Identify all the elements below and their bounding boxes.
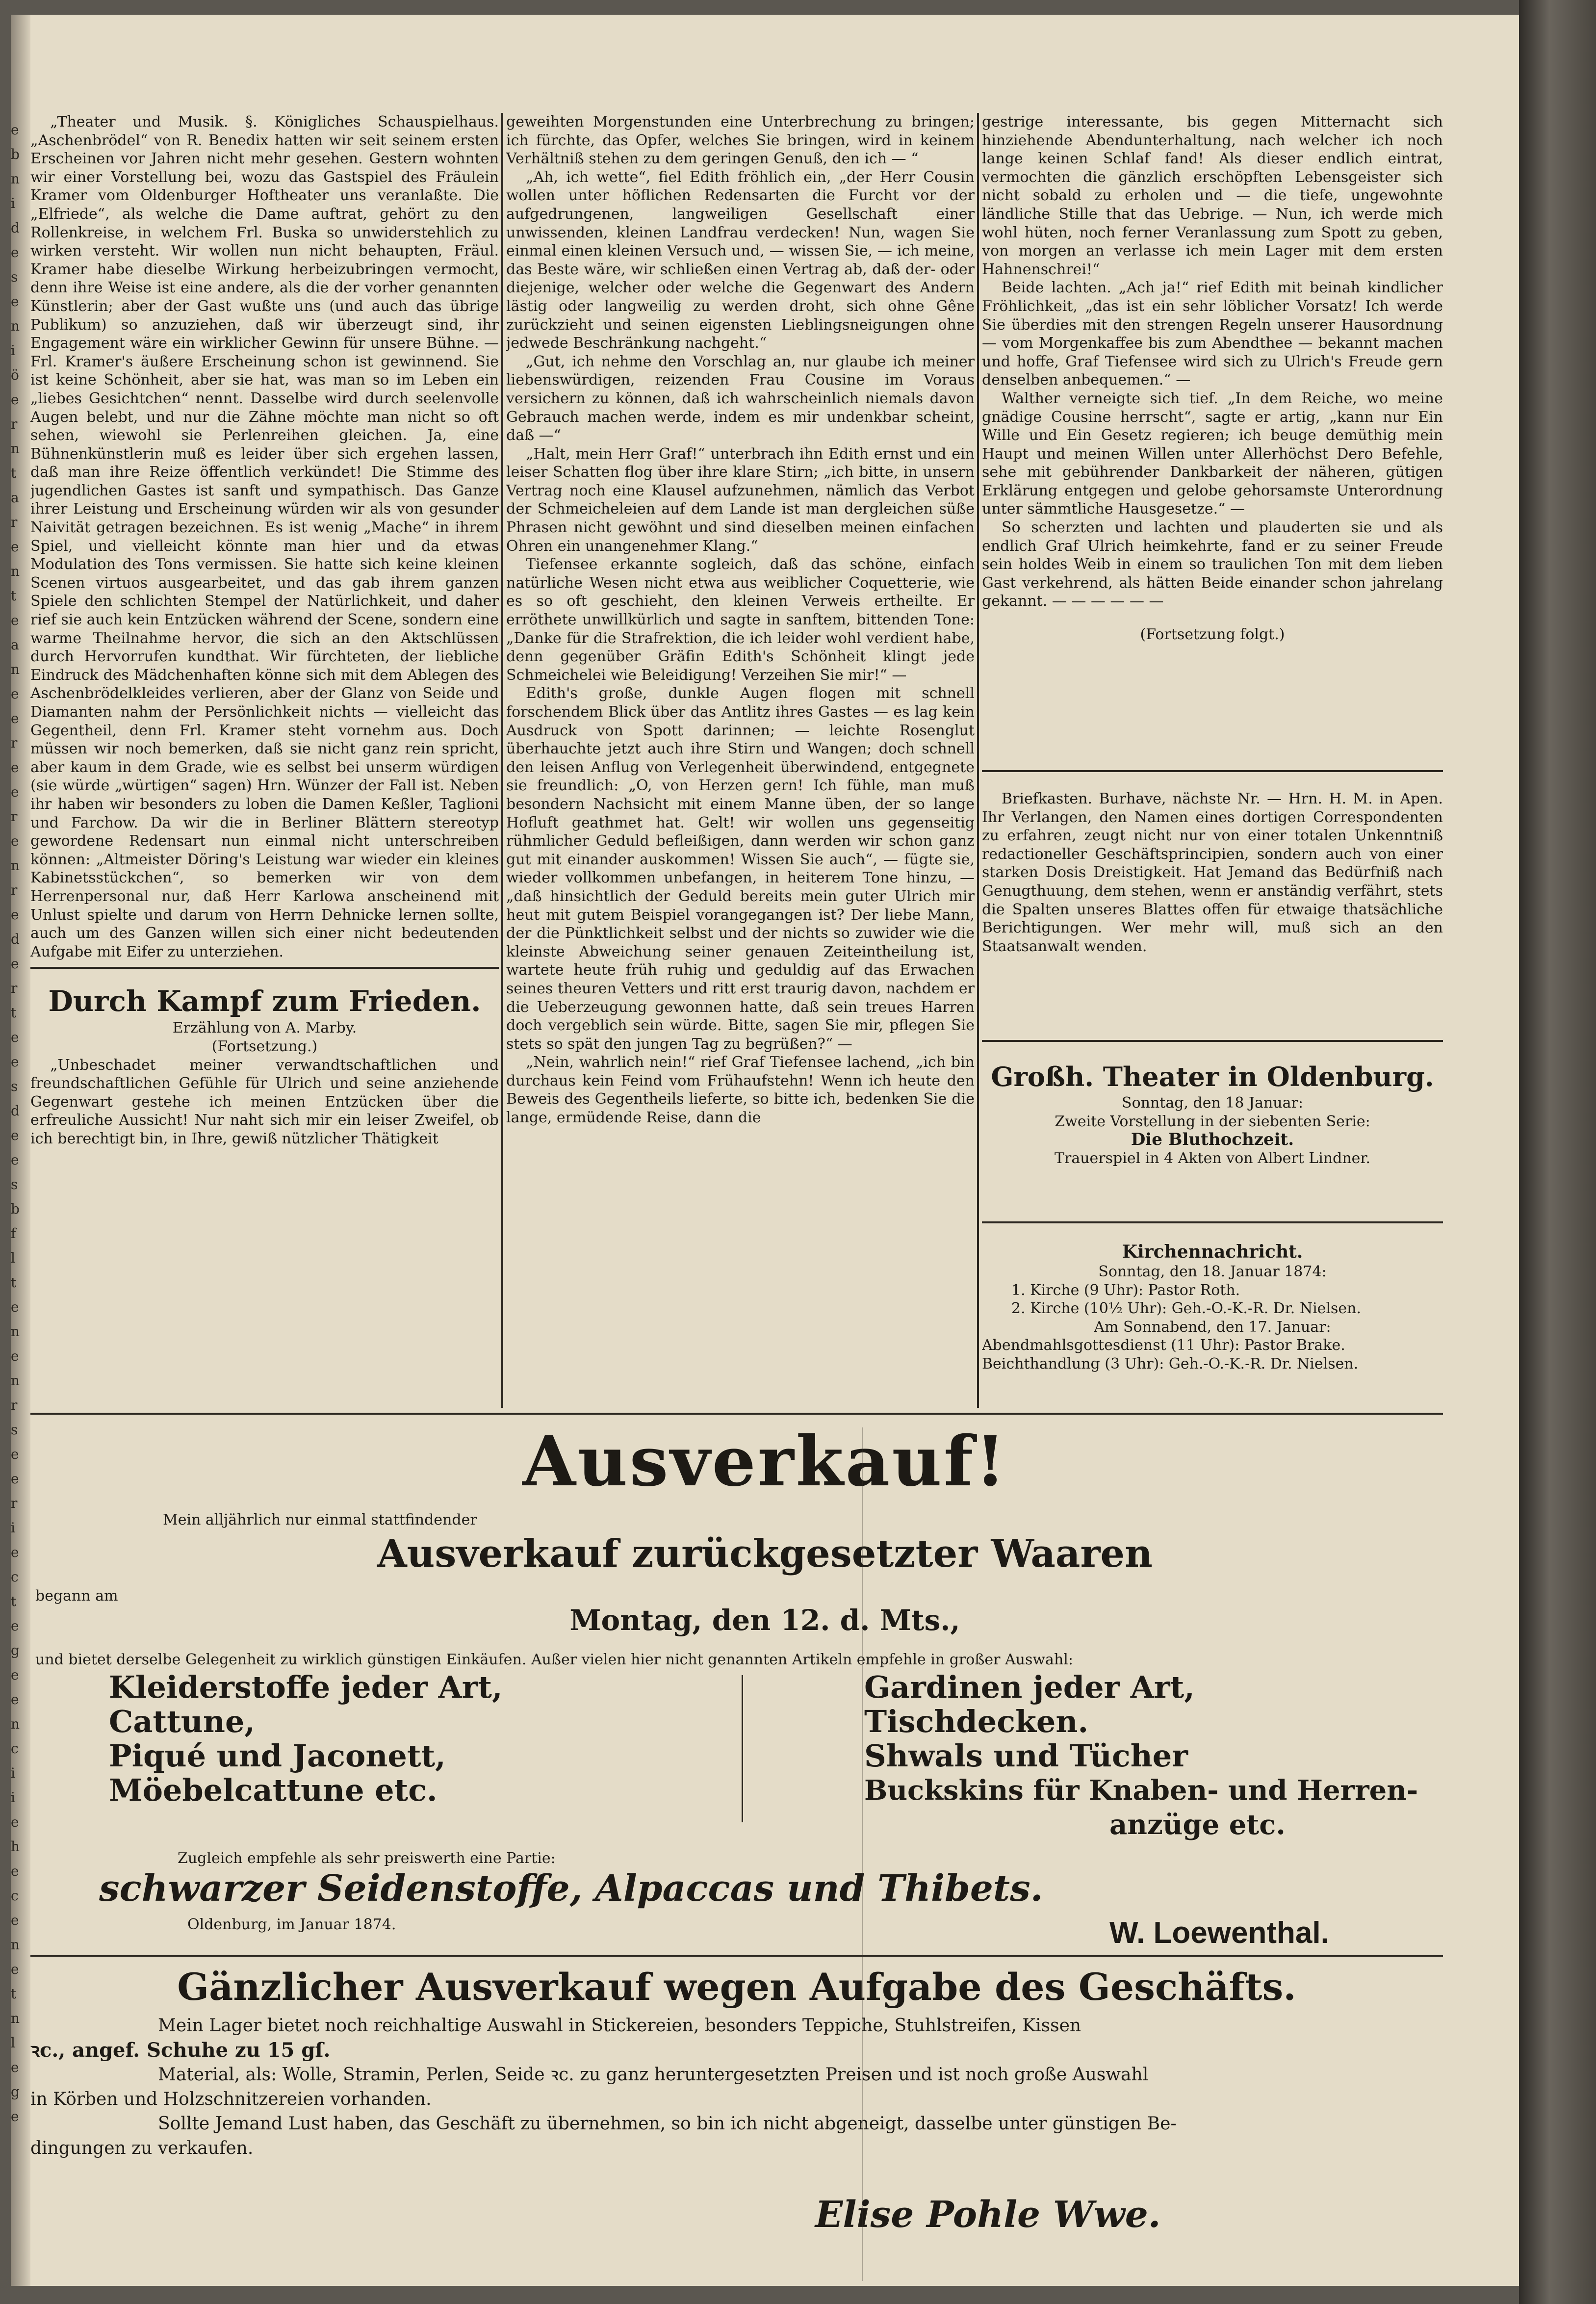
previous-column-letter: e <box>11 1446 19 1462</box>
previous-column-letter: e <box>11 391 19 408</box>
previous-column-letter: e <box>11 1912 19 1928</box>
ad-item: Gardinen jeder Art, <box>864 1669 1195 1705</box>
previous-column-letter: n <box>11 318 20 334</box>
church-notice <box>982 1241 1443 1427</box>
section-rule <box>982 1040 1443 1042</box>
story-paragraph: Edith's große, dunkle Augen flogen mit schnell forschendem Blick über das Antlitz ihres Gastes — es lag kein Ausdruck von Spott darinnen; — leichte Rosenglut überhauchte jetzt auch ihre Stirn und Wangen; doch schnell den leisen Anflug von Verlegenheit überwindend, entgegnete sie freundlich: „O, von Herzen gern! Ich fühle, man muß besondern Nachsicht mit einem Manne üben, der so lange Hofluft geathmet hat. Gelt! wir wollen uns gegenseitig rühmlicher Geduld befleißigen, dann werden wir schon ganz gut mit einander auskommen! Wissen Sie auch“, — fügte sie, wieder vollkommen unbefangen, in heiterem Tone hinzu, — „daß hinsichtlich der Geduld bereits mein guter Ulrich mir heut mit gutem Beispiel vorangegangen ist? Der liebe Mann, der die Pünktlichkeit selbst und der nichts so zuwider wie die kleinste Abweichung seiner genauen Zeiteintheilung ist, wartete heute früh ruhig und geduldig auf das Erwachen seines theuren Vetters und ritt erst traurig davon, nachdem er die Ueberzeugung gewonnen hatte, daß sein treues Harren doch vergeblich sein würde. Bitte, sagen Sie mir, pflegen Sie stets so spät den jungen Tag zu begrüßen?“ — <box>506 685 975 1053</box>
ad-item: Piqué und Jaconett, <box>109 1738 446 1774</box>
previous-column-letter: c <box>11 1888 19 1904</box>
column-rule <box>501 113 503 1408</box>
story-paragraph: „Gut, ich nehme den Vorschlag an, nur glaube ich meiner liebenswürdigen, reizenden Frau Cousine im Voraus versichern zu können, daß ich wahrscheinlich niemals davon Gebrauch machen werde, indem es mir undenkbar scheint, daß —“ <box>506 353 975 444</box>
previous-column-letter: e <box>11 1348 19 1364</box>
previous-column-letter: h <box>11 1838 20 1855</box>
previous-column-letter: g <box>11 1642 20 1658</box>
previous-page-column-edge <box>11 118 22 2129</box>
previous-column-letter: e <box>11 759 19 776</box>
ad-left-items <box>109 1670 737 1808</box>
previous-column-letter: i <box>11 342 15 359</box>
previous-column-letter: e <box>11 1691 19 1708</box>
story-paragraph: Tiefensee erkannte sogleich, daß das schöne, einfach natürliche Wesen nicht etwa aus weiblicher Coquetterie, wie es so oft geschieht, den kleinen Verweis ertheilte. Er erröthete unwillkürlich und sagte in sanftem, bittenden Tone: „Danke für die Strafrektion, die ich leider wohl verdient habe, denn gegenüber Gräfin Edith's Schönheit klingt jede Schmeichelei wie Beleidigung! Verzeihen Sie mir!“ — <box>506 556 975 684</box>
church-notice-title: Kirchennachricht. <box>1122 1242 1303 1262</box>
theater-notice-series: Zweite Vorstellung in der siebenten Serie: <box>1055 1113 1370 1130</box>
previous-column-letter: e <box>11 1618 19 1634</box>
ad-item: Kleiderstoffe jeder Art, <box>109 1669 503 1705</box>
column-3 <box>982 113 1443 765</box>
previous-column-letter: ö <box>11 367 19 383</box>
ad2-line: dingungen zu verkaufen. <box>30 2138 254 2158</box>
previous-column-letter: e <box>11 244 19 260</box>
previous-column-letter: f <box>11 1225 16 1242</box>
section-rule <box>30 964 499 969</box>
ad-intro: Mein alljährlich nur einmal stattfindender <box>163 1511 477 1528</box>
previous-column-letter: e <box>11 1667 19 1683</box>
previous-column-letter: n <box>11 857 20 874</box>
ad-headline: Ausverkauf! <box>522 1422 1007 1502</box>
ad2-line: Sollte Jemand Lust haben, das Geschäft zu übernehmen, so bin ich nicht abgeneigt, dasselbe unter günstigen Be- <box>158 2114 1177 2134</box>
ad-place: Oldenburg, im Januar 1874. <box>187 1916 396 1933</box>
story-paragraph: gestrige interessante, bis gegen Mitternacht sich hinziehende Abendunterhaltung, nach welcher ich noch lange keinen Schlaf fand! Als dieser endlich eintrat, vermochten die gänzlich erschöpften Lebensgeister sich nicht sobald zu erholen und — die tiefe, ungewohnte ländliche Stille that das Uebrige. — Nun, ich werde mich wohl hüten, noch ferner Veranlassung zum Spott zu geben, von morgen an verlasse ich mein Lager mit dem ersten Hahnenschrei!“ <box>982 113 1443 278</box>
church-notice-line: Abendmahlsgottesdienst (11 Uhr): Pastor Brake. <box>982 1337 1345 1354</box>
previous-column-letter: l <box>11 1250 15 1266</box>
previous-column-letter: n <box>11 440 20 457</box>
previous-column-letter: e <box>11 833 19 849</box>
previous-column-letter: e <box>11 784 19 800</box>
previous-column-letter: d <box>11 931 20 947</box>
ad-item: Buckskins für Knaben- und Herren- <box>864 1774 1418 1807</box>
previous-column-letter: s <box>11 1078 18 1094</box>
column-rule <box>977 113 979 1408</box>
previous-column-letter: t <box>11 1986 17 2002</box>
newspaper-page <box>11 15 1519 2286</box>
section-rule <box>30 1413 1443 1415</box>
previous-column-letter: e <box>11 1544 19 1560</box>
ad-subhead: Ausverkauf zurückgesetzter Waaren <box>377 1531 1153 1576</box>
church-notice-line: 1. Kirche (9 Uhr): Pastor Roth. <box>1011 1281 1240 1299</box>
theater-notice-description: Trauerspiel in 4 Akten von Albert Lindner. <box>1054 1149 1371 1167</box>
ad2-body <box>30 2014 1443 2161</box>
previous-column-letter: e <box>11 612 19 628</box>
previous-column-letter: e <box>11 293 19 310</box>
ad-right-items <box>864 1670 1502 1842</box>
story-paragraph: geweihten Morgenstunden eine Unterbrechung zu bringen; ich fürchte, das Opfer, welches Sie bringen, wird in keinem Verhältniß stehen zu dem geringen Genuß, den ich — “ <box>506 113 975 168</box>
previous-column-letter: l <box>11 2035 15 2051</box>
previous-column-letter: n <box>11 171 20 187</box>
previous-column-letter: i <box>11 1520 15 1536</box>
story-paragraph: „Nein, wahrlich nein!“ rief Graf Tiefensee lachend, „ich bin durchaus kein Feind vom Frühaufstehn! Wenn ich heute den Beweis des Gegentheils lieferte, so bitte ich, bedenken Sie die lange, ermüdende Reise, dann die <box>506 1054 975 1127</box>
previous-column-letter: e <box>11 539 19 555</box>
ad-silk-offer: schwarzer Seidenstoffe, Alpaccas und Thibets. <box>99 1867 1043 1910</box>
previous-column-letter: r <box>11 808 18 825</box>
section-rule <box>982 1221 1443 1223</box>
theater-notice-title: Großh. Theater in Oldenburg. <box>991 1061 1434 1092</box>
previous-column-letter: r <box>11 1397 18 1413</box>
previous-column-letter: t <box>11 1274 17 1291</box>
previous-column-letter: t <box>11 1005 17 1021</box>
ad-offer: und bietet derselbe Gelegenheit zu wirklich günstigen Einkäufen. Außer vielen hier nicht genannten Artikeln empfehle in großer Auswahl: <box>35 1651 1073 1668</box>
ad2-line: ꝛc., angef. Schuhe zu 15 gſ. <box>30 2039 331 2062</box>
previous-column-letter: a <box>11 490 19 506</box>
story-continued-note: (Fortsetzung.) <box>211 1037 318 1055</box>
previous-column-letter: e <box>11 122 19 138</box>
previous-column-letter: e <box>11 906 19 923</box>
page-fold <box>862 1427 863 2281</box>
book-binding <box>1519 0 1596 2304</box>
previous-column-letter: n <box>11 1323 20 1340</box>
ad-item: Tischdecken. <box>864 1704 1089 1739</box>
previous-column-letter: n <box>11 661 20 677</box>
church-notice-date: Sonntag, den 18. Januar 1874: <box>1098 1263 1327 1280</box>
previous-column-letter: c <box>11 1740 19 1757</box>
previous-column-letter: e <box>11 2059 19 2075</box>
story-paragraph: „Ah, ich wette“, fiel Edith fröhlich ein, „der Herr Cousin wollen unter höflichen Redensarten die Furcht vor der aufgedrungenen, langweiligen Gesellschaft einer unwissenden, kleinen Landfrau verdecken! Nun, wagen Sie einmal einen kleinen Versuch und, — wissen Sie, — ich meine, das Beste wäre, wir schließen einen Vertrag ab, daß der- oder diejenige, welcher oder welche die Gegenwart des Andern lästig oder langweilig zu werden droht, sich ohne Gêne zurückzieht und seinen eigensten Lieblingsneigungen ohne jedwede Beschränkung nachgeht.“ <box>506 168 975 352</box>
previous-column-letter: s <box>11 1422 18 1438</box>
previous-column-letter: r <box>11 980 18 996</box>
previous-column-letter: g <box>11 2084 20 2100</box>
previous-column-letter: n <box>11 1716 20 1732</box>
previous-column-letter: n <box>11 1372 20 1389</box>
previous-column-letter: e <box>11 686 19 702</box>
previous-column-letter: t <box>11 588 17 604</box>
previous-column-letter: e <box>11 1054 19 1070</box>
ad2-line: Mein Lager bietet noch reichhaltige Auswahl in Stickereien, besonders Teppiche, Stuhlstreifen, Kissen <box>158 2016 1081 2036</box>
previous-column-letter: e <box>11 1863 19 1879</box>
story-to-be-continued: (Fortsetzung folgt.) <box>1140 626 1285 644</box>
section-rule <box>30 1955 1443 1957</box>
previous-column-letter: e <box>11 710 19 726</box>
previous-column-letter: d <box>11 1103 20 1119</box>
previous-column-letter: d <box>11 220 20 236</box>
ad2-headline: Gänzlicher Ausverkauf wegen Aufgabe des Geschäfts. <box>177 1965 1296 2009</box>
theater-notice <box>982 1060 1443 1207</box>
previous-column-letter: r <box>11 735 18 751</box>
previous-column-letter: e <box>11 1299 19 1315</box>
story-paragraph: Beide lachten. „Ach ja!“ rief Edith mit beinah kindlicher Fröhlichkeit, „das ist ein sehr löblicher Vorsatz! Ich werde Sie überdies mit den strengen Regeln unserer Hausordnung — vom Morgenkaffee bis zum Abendthee — bekannt machen und hoffe, Graf Tiefensee wird sich zu Ulrich's Freude gern denselben anbequemen.“ — <box>982 279 1443 389</box>
story-paragraph: Walther verneigte sich tief. „In dem Reiche, wo meine gnädige Cousine herrscht“, sagte er artig, „kann nur Ein Wille und Ein Gesetz regieren; ich beuge demüthig mein Haupt und meinen Willen unter Allerhöchst Dero Befehle, sehe mit gebührender Dankbarkeit der näheren, gütigen Erklärung entgegen und gelobe gehorsamste Unterordnung unter sämmtliche Hausgesetze.“ — <box>982 389 1443 518</box>
briefkasten-section <box>982 790 1443 1035</box>
previous-column-letter: n <box>11 563 20 579</box>
previous-column-letter: i <box>11 1789 15 1806</box>
ad-divider <box>742 1675 743 1822</box>
ad2-line: Material, als: Wolle, Stramin, Perlen, Seide ꝛc. zu ganz heruntergesetzten Preisen und ist noch große Auswahl <box>158 2065 1149 2085</box>
previous-column-letter: e <box>11 1471 19 1487</box>
ad-item: Shwals und Tücher <box>864 1738 1188 1774</box>
previous-column-letter: e <box>11 1127 19 1143</box>
church-notice-line: Beichthandlung (3 Uhr): Geh.-O.-K.-R. Dr. Nielsen. <box>982 1355 1359 1372</box>
previous-column-letter: r <box>11 514 18 530</box>
ad-item: Möebelcattune etc. <box>109 1772 438 1808</box>
story-paragraph: So scherzten und lachten und plauderten sie und als endlich Graf Ulrich heimkehrte, fand er zu seiner Freude sein holdes Weib in einem so traulichen Ton mit dem lieben Gast verkehrend, als hätten Beide einander schon jahrelang gekannt. — — — — — — <box>982 519 1443 610</box>
previous-column-letter: r <box>11 882 18 898</box>
theater-review: „Theater und Musik. §. Königliches Schauspielhaus. „Aschenbrödel“ von R. Benedix hatten wir seit seinem ersten Erscheinen vor Jahren nicht mehr gesehen. Gestern wohnten wir einer Vorstellung bei, wozu das Gastspiel des Fräulein Kramer vom Oldenburger Hoftheater uns veranlaßte. Die „Elfriede“, als welche die Dame auftrat, gehört zu den Rollenkreise, in welchem Frl. Buska so unwiderstehlich zu wirken versteht. Wir wollen nun nicht behaupten, Fräul. Kramer habe dieselbe Wirkung herbeizubringen vermocht, denn ihre Weise ist eine andere, als die der vorher genannten Künstlerin; aber der Gast wußte uns (und auch das übrige Publikum) so anzuziehen, daß wir überzeugt sind, ihr Engagement wäre ein wirklicher Gewinn für unsere Bühne. — Frl. Kramer's äußere Erscheinung schon ist gewinnend. Sie ist keine Schönheit, aber sie hat, was man so im Leben ein „liebes Gesichtchen“ nennt. Dasselbe wird durch seelenvolle Augen belebt, und nur die Zähne möchte man nicht so oft sehen, wiewohl sie Perlenreihen gleichen. Ja, eine Bühnenkünstlerin muß es leider über sich ergehen lassen, daß man ihre Reize öffentlich verkündet! Die Stimme des jugendlichen Gastes ist sanft und sympathisch. Das Ganze ihrer Leistung und Erscheinung würden wir als von gesunder Naivität getragen bezeichnen. Es ist wenig „Mache“ in ihrem Spiel, und vielleicht könnte man hier und da etwas Modulation des Tons vermissen. Sie hatte sich keine kleinen Scenen virtuos ausgearbeitet, und das gab ihrem ganzen Spiele den schlichten Stempel der Natürlichkeit, und daher rief sie auch kein Entzücken während der Scene, sondern eine warme Theilnahme hervor, die sich an den Aktschlüssen durch Hervorrufen kundthat. Wir fürchteten, der liebliche Eindruck des Mädchenhaften könne sich mit dem Ablegen des Aschenbrödelkleides verlieren, aber der Glanz von Seide und Diamanten nahm der Persönlichkeit nichts — vielleicht das Gegentheil, denn Frl. Kramer steht vornehm aus. Doch müssen wir noch bemerken, daß sie nicht ganz rein spricht, aber kaum in dem Grade, wie es selbst bei unserm würdigen (sie würde „würtigen“ sagen) Hrn. Wünzer der Fall ist. Neben ihr haben wir besonders zu loben die Damen Keßler, Taglioni und Farchow. Da wir die in Berliner Blättern stereotyp gewordene Redensart nun einmal nicht unterschreiben können: „Altmeister Döring's Leistung war wieder ein kleines Kabinetsstückchen“, so bemerken wir von dem Herrenpersonal nur, daß Herr Karlowa anscheinend mit Unlust spielte und darum von Herrn Dehnicke lernen sollte, auch um des Ganzen willen sich einer nicht bedeutenden Aufgabe mit Eifer zu unterziehen. <box>30 113 499 960</box>
previous-column-letter: e <box>11 1029 19 1045</box>
story-byline: Erzählung von A. Marby. <box>172 1019 357 1037</box>
section-rule <box>982 770 1443 772</box>
previous-column-letter: s <box>11 269 18 285</box>
previous-column-letter: b <box>11 146 20 162</box>
theater-notice-date: Sonntag, den 18 Januar: <box>1122 1094 1303 1112</box>
ad-item: anzüge etc. <box>1109 1809 1286 1841</box>
previous-column-letter: a <box>11 637 19 653</box>
previous-column-letter: n <box>11 2010 20 2026</box>
previous-column-letter: t <box>11 465 17 481</box>
previous-column-letter: e <box>11 1152 19 1168</box>
ad-date: Montag, den 12. d. Mts., <box>569 1604 960 1637</box>
ad2-signature: Elise Pohle Wwe. <box>815 2194 1161 2236</box>
story-paragraph: „Halt, mein Herr Graf!“ unterbrach ihn Edith ernst und ein leiser Schatten flog über ihre klare Stirn; „ich bitte, in unsern Vertrag noch eine Klausel aufzunehmen, nämlich das Verbot der Schmeicheleien auf dem Lande ist man dergleichen süße Phrasen nicht gewöhnt und sind dieselben meinen einfachen Ohren ein unangenehmer Klang.“ <box>506 445 975 555</box>
ad-signature: W. Loewenthal. <box>1109 1916 1329 1950</box>
previous-column-letter: i <box>11 1765 15 1781</box>
briefkasten-text: Briefkasten. Burhave, nächste Nr. — Hrn. H. M. in Apen. Ihr Verlangen, den Namen eines dortigen Correspondenten zu erfahren, zeugt nicht nur von einer totalen Unkenntniß redactioneller Geschäftsprincipien, sondern auch von einer starken Dosis Dreistigkeit. Hat Jemand das Bedürfniß nach Genugthuung, dem stehen, wenn er anständig verfährt, stets die Spalten unseres Blattes offen für etwaige thatsächliche Berichtigungen. Wer mehr will, muß sich an den Staatsanwalt wenden. <box>982 790 1443 955</box>
column-1 <box>30 113 499 1408</box>
ad-zugleich: Zugleich empfehle als sehr preiswerth eine Partie: <box>178 1850 556 1867</box>
column-2 <box>506 113 975 1408</box>
previous-column-letter: e <box>11 1814 19 1830</box>
previous-column-letter: c <box>11 1569 19 1585</box>
previous-column-letter: r <box>11 1495 18 1511</box>
ad2-line: in Körben und Holzschnitzereien vorhanden. <box>30 2089 432 2109</box>
ad-item: Cattune, <box>109 1704 255 1739</box>
previous-column-letter: t <box>11 1593 17 1609</box>
previous-column-letter: e <box>11 956 19 972</box>
previous-column-letter: e <box>11 2108 19 2124</box>
church-notice-line: 2. Kirche (10½ Uhr): Geh.-O.-K.-R. Dr. Nielsen. <box>1011 1300 1362 1318</box>
previous-column-letter: e <box>11 1961 19 1977</box>
previous-column-letter: n <box>11 1937 20 1953</box>
theater-notice-play: Die Bluthochzeit. <box>1131 1130 1294 1150</box>
previous-column-letter: s <box>11 1176 18 1192</box>
story-text: „Unbeschadet meiner verwandtschaftlichen und freundschaftlichen Gefühle für Ulrich und seine anziehende Gegenwart gestehe ich meinen Entzücken über die erfreuliche Aussicht! Nur naht sich mir ein leiser Zweifel, ob ich berechtigt bin, in Ihre, gewiß nützlicher Thätigkeit <box>30 1056 499 1147</box>
ad-begann: begann am <box>35 1587 118 1605</box>
previous-column-letter: i <box>11 195 15 211</box>
story-title: Durch Kampf zum Frieden. <box>48 984 481 1018</box>
previous-column-letter: r <box>11 416 18 432</box>
previous-column-letter: b <box>11 1201 20 1217</box>
church-notice-saturday: Am Sonnabend, den 17. Januar: <box>1094 1318 1331 1336</box>
